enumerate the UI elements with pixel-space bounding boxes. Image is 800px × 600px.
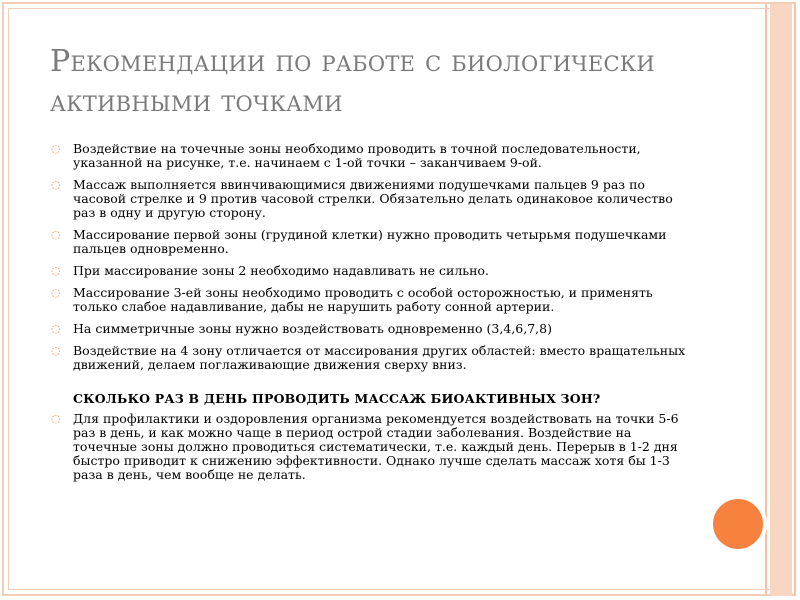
bullet-ring-icon: ◌: [51, 286, 61, 299]
bullet-item: [50, 142, 690, 170]
bullet-text: Массирование первой зоны (грудиной клетки) нужно проводить четырьмя подушечками пальцев одновременно.: [73, 227, 667, 256]
bullet-text: Для профилактики и оздоровления организма рекомендуется воздействовать на точки 5-6 раз в день, и как можно чаще в период острой стадии заболевания. Воздействие на точечные зоны должно проводиться систематически, т.е. каждый день. Перерыв в 1-2 дня быстро приводит к снижению эффективности. Однако лучше сделать массаж хотя бы 1-3 раза в день, чем вообще не делать.: [73, 411, 679, 482]
decorative-band-line-left: [765, 4, 767, 596]
bullet-text: При массирование зоны 2 необходимо надавливать не сильно.: [73, 263, 489, 278]
bullet-item: [50, 322, 690, 336]
decorative-band-line-right: [794, 4, 796, 596]
bullet-ring-icon: ◌: [51, 412, 61, 425]
bullet-ring-icon: ◌: [51, 322, 61, 335]
bullet-item: [50, 412, 690, 482]
slide-body: [50, 142, 690, 490]
bullet-item: [50, 264, 690, 278]
bullet-item: [50, 228, 690, 256]
bullet-ring-icon: ◌: [51, 344, 61, 357]
bullet-item: [50, 178, 690, 220]
bullet-text: Массирование 3-ей зоны необходимо проводить с особой осторожностью, и применять только слабое надавливание, дабы не нарушить работу сонной артерии.: [73, 285, 653, 314]
bullet-ring-icon: ◌: [51, 142, 61, 155]
bullet-ring-icon: ◌: [51, 264, 61, 277]
bullet-item: [50, 344, 690, 372]
bullet-ring-icon: ◌: [51, 228, 61, 241]
bullet-ring-icon: ◌: [51, 178, 61, 191]
decorative-side-band: [770, 4, 792, 596]
bullet-text: Воздействие на 4 зону отличается от массирования других областей: вместо вращательных движений, делаем поглаживающие движения сверху вниз.: [73, 343, 686, 372]
decorative-orange-circle: [713, 499, 763, 549]
bullet-item: [50, 286, 690, 314]
bullet-text: На симметричные зоны нужно воздействовать одновременно (3,4,6,7,8): [73, 321, 552, 336]
section-subheading: СКОЛЬКО РАЗ В ДЕНЬ ПРОВОДИТЬ МАССАЖ БИОАКТИВНЫХ ЗОН?: [73, 391, 601, 406]
slide-title: Рекомендации по работе с биологически активными точками: [50, 44, 656, 119]
bullet-text: Массаж выполняется ввинчивающимися движениями подушечками пальцев 9 раз по часовой стрелке и 9 против часовой стрелки. Обязательно делать одинаковое количество раз в одну и другую сторону.: [73, 177, 673, 220]
bullet-text: Воздействие на точечные зоны необходимо проводить в точной последовательности, указанной на рисунке, т.е. начинаем с 1-ой точки – заканчиваем 9-ой.: [73, 141, 641, 170]
